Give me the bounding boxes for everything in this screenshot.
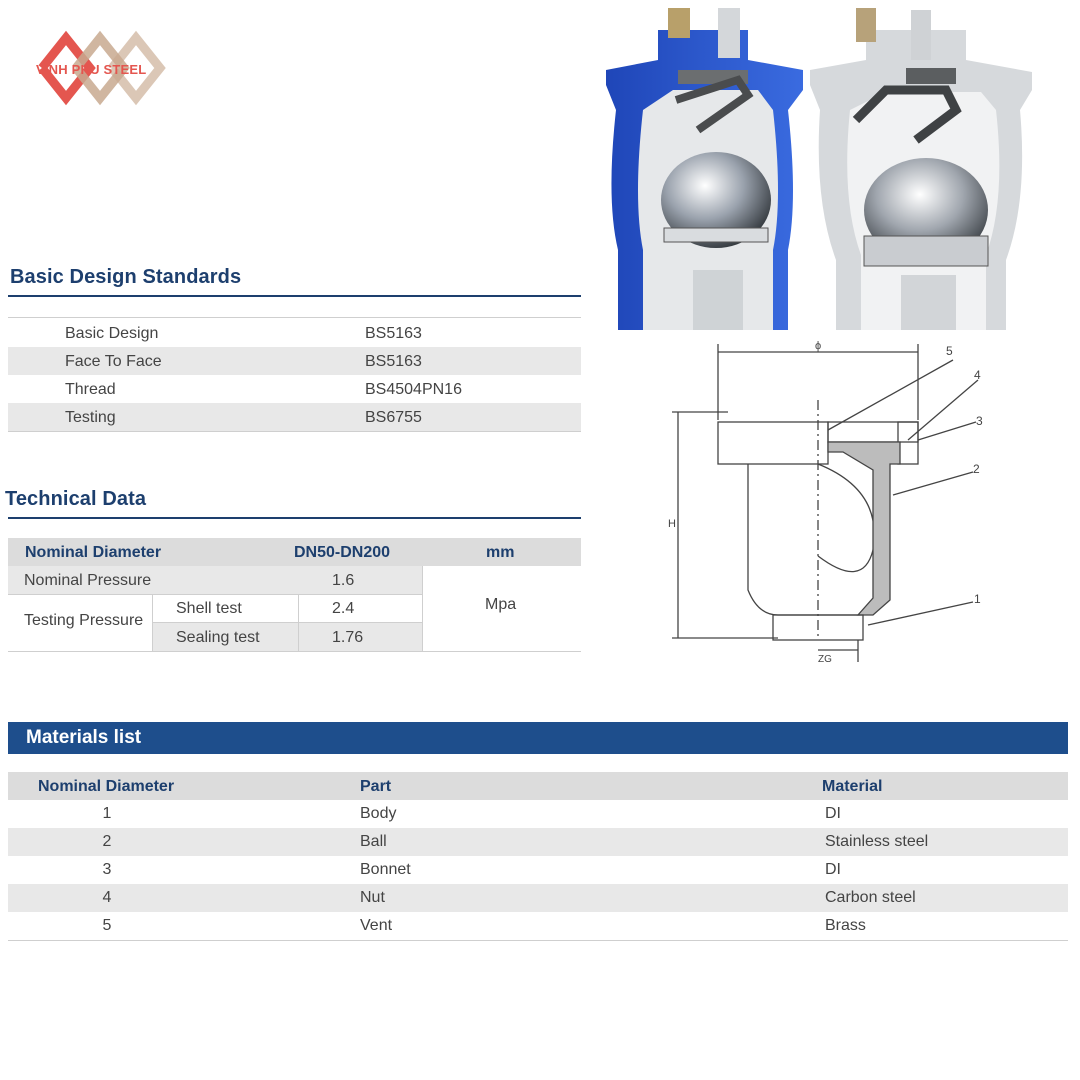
pressure-unit: Mpa xyxy=(485,596,517,613)
brand-name: VINH PHU STEEL xyxy=(36,62,147,77)
row-value: BS6755 xyxy=(365,409,422,426)
row-label: Thread xyxy=(65,381,116,398)
row-number: 4 xyxy=(102,889,112,906)
dimension-height-label: H xyxy=(668,518,676,530)
header-nominal-diameter: Nominal Diameter xyxy=(38,778,175,795)
row-value: BS5163 xyxy=(365,325,422,342)
technical-drawing xyxy=(668,340,998,670)
materials-title: Materials list xyxy=(26,727,142,748)
header-dn-range: DN50-DN200 xyxy=(294,544,391,561)
table-row xyxy=(8,375,581,403)
divider xyxy=(8,651,581,652)
row-number: 3 xyxy=(102,861,112,878)
shell-test-label: Shell test xyxy=(176,600,242,617)
technical-data-rule xyxy=(8,517,581,519)
divider xyxy=(152,622,422,623)
table-row xyxy=(8,884,1068,912)
row-part: Nut xyxy=(360,889,385,906)
row-part: Bonnet xyxy=(360,861,411,878)
product-photo-white-valve xyxy=(806,0,1036,330)
product-photo-blue-valve xyxy=(598,0,810,330)
callout-3: 3 xyxy=(976,414,983,428)
table-row xyxy=(8,319,581,347)
row-label: Testing xyxy=(65,409,116,426)
brand-logo xyxy=(36,28,176,112)
row-material: Carbon steel xyxy=(825,889,916,906)
materials-header-row xyxy=(8,772,1068,800)
callout-4: 4 xyxy=(974,368,981,382)
row-value: BS5163 xyxy=(365,353,422,370)
table-row xyxy=(8,403,581,431)
header-unit: mm xyxy=(486,544,515,561)
divider xyxy=(8,431,581,432)
sealing-test-value: 1.76 xyxy=(332,629,364,646)
header-part: Part xyxy=(360,778,392,795)
shell-test-value: 2.4 xyxy=(332,600,355,617)
row-material: DI xyxy=(825,861,841,878)
basic-design-title: Basic Design Standards xyxy=(10,266,242,288)
callout-1: 1 xyxy=(974,592,981,606)
row-part: Vent xyxy=(360,917,393,934)
divider xyxy=(8,940,1068,941)
table-row xyxy=(8,912,1068,940)
technical-header-row xyxy=(8,538,581,566)
divider xyxy=(8,594,422,595)
row-material: DI xyxy=(825,805,841,822)
row-value: BS4504PN16 xyxy=(365,381,462,398)
row-label: Face To Face xyxy=(65,353,162,370)
testing-pressure-label: Testing Pressure xyxy=(24,612,144,629)
row-number: 1 xyxy=(102,805,112,822)
nominal-pressure-label: Nominal Pressure xyxy=(24,572,152,589)
table-row xyxy=(8,828,1068,856)
materials-title-bar xyxy=(8,722,1068,754)
divider xyxy=(298,594,299,651)
header-nominal-diameter: Nominal Diameter xyxy=(25,544,162,561)
dimension-diameter-label: ϕ xyxy=(815,340,822,352)
nominal-pressure-value: 1.6 xyxy=(332,572,355,589)
callout-5: 5 xyxy=(946,344,953,358)
table-row xyxy=(8,800,1068,828)
row-number: 2 xyxy=(102,833,112,850)
divider xyxy=(422,566,423,651)
row-part: Ball xyxy=(360,833,387,850)
dimension-zg-label: ZG xyxy=(818,654,832,665)
technical-data-title: Technical Data xyxy=(5,488,147,510)
divider xyxy=(8,317,581,318)
header-material: Material xyxy=(822,778,883,795)
basic-design-rule xyxy=(8,295,581,297)
sealing-test-label: Sealing test xyxy=(176,629,260,646)
row-number: 5 xyxy=(102,917,112,934)
divider xyxy=(152,594,153,651)
callout-2: 2 xyxy=(973,462,980,476)
table-row xyxy=(8,347,581,375)
table-row xyxy=(8,856,1068,884)
row-label: Basic Design xyxy=(65,325,159,342)
row-material: Brass xyxy=(825,917,866,934)
row-part: Body xyxy=(360,805,397,822)
row-material: Stainless steel xyxy=(825,833,929,850)
